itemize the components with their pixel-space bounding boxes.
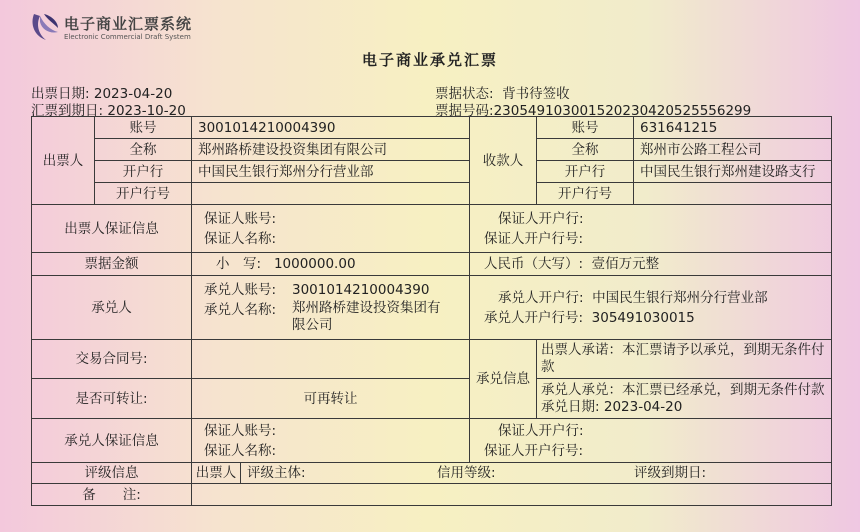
rating-due-label: 评级到期日: [634,465,707,481]
ecds-logo-icon [28,10,62,44]
acceptor-label: 承兑人 [32,276,192,340]
payee-account-value: 631641215 [634,117,832,139]
drawer-guarantee-left [192,205,470,253]
drawer-guarantor-account-label: 保证人账号: [204,210,277,227]
logo-cn-text: 电子商业汇票系统 [64,15,193,33]
rating-label: 评级信息 [32,463,192,484]
acceptor-left [192,276,470,340]
rating-cell [192,463,832,484]
accept-date-row [541,399,827,416]
acceptor-name-label: 承兑人名称: [204,302,277,318]
payee-bank-value: 中国民生银行郑州建设路支行 [634,161,832,183]
acceptance-info-label: 承兑信息 [470,340,537,419]
drawer-guarantor-name-label: 保证人名称: [204,230,277,247]
page-title: 电子商业承兑汇票 [361,51,498,69]
issue-date-value: 2023-04-20 [93,86,173,102]
rating-party: 出票人 [192,463,241,483]
amount-big-label: 人民币（大写）: [484,256,584,272]
transfer-label: 是否可转让: [32,379,192,419]
payee-bank-no-value [634,183,832,205]
accept-date-value: 2023-04-20 [603,398,683,415]
drawer-guarantor-bank-no-label: 保证人开户行号: [484,230,584,247]
acceptor-bank-value: 中国民生银行郑州分行营业部 [592,289,768,306]
drawer-guarantee-label: 出票人保证信息 [32,205,192,253]
logo [28,10,208,50]
drawer-promise: 出票人承诺：本汇票请予以承兑，到期无条件付款 [537,340,832,379]
acceptor-guarantor-bank-no-label: 保证人开户行号: [484,442,584,459]
drawer-guarantor-bank-label: 保证人开户行: [498,210,584,227]
acceptor-account-value: 3001014210004390 [292,282,430,298]
bill-table [31,116,832,506]
acceptor-promise: 承兑人承兑：本汇票已经承兑，到期无条件付款 [541,381,825,398]
acceptor-account-row [204,280,463,300]
acceptor-guarantor-account-label: 保证人账号: [204,422,277,439]
issue-date-label: 出票日期: [31,86,90,102]
payee-account-label: 账号 [537,117,634,139]
acceptor-bank-row [484,288,825,308]
transfer-value: 可再转让 [192,379,470,419]
acceptor-bank-no-value: 305491030015 [591,309,695,326]
drawer-bank-no-value [192,183,470,205]
drawer-bank-label: 开户行 [95,161,192,183]
acceptor-name-value: 郑州路桥建设投资集团有限公司 [292,300,441,333]
acceptor-account-label: 承兑人账号: [204,282,277,298]
contract-label: 交易合同号: [32,340,192,379]
payee-name-label: 全称 [537,139,634,161]
payee-header: 收款人 [470,117,537,205]
amount-small-label: 小 写: [216,256,262,272]
acceptor-guarantor-name-label: 保证人名称: [204,442,277,459]
drawer-name-label: 全称 [95,139,192,161]
acceptor-bank-no-row [484,308,825,328]
drawer-guarantee-right [470,205,832,253]
acceptor-right [470,276,832,340]
payee-bank-no-label: 开户行号 [537,183,634,205]
drawer-account-value: 3001014210004390 [192,117,470,139]
acceptor-guarantee-right [470,419,832,463]
payee-name-value: 郑州市公路工程公司 [634,139,832,161]
drawer-account-label: 账号 [95,117,192,139]
due-date-label: 汇票到期日: [31,103,104,119]
bill-status-label: 票据状态: [435,86,494,102]
bill-number-value: 230549103001520230420525556299 [493,103,752,119]
payee-bank-label: 开户行 [537,161,634,183]
amount-small [192,253,470,276]
acceptor-promise-cell [537,379,832,419]
amount-big-value: 壹佰万元整 [591,256,660,272]
acceptor-bank-label: 承兑人开户行: [498,289,584,306]
accept-date-label: 承兑日期: [541,398,600,415]
drawer-name-value: 郑州路桥建设投资集团有限公司 [192,139,470,161]
drawer-bank-no-label: 开户行号 [95,183,192,205]
acceptor-guarantor-bank-label: 保证人开户行: [498,422,584,439]
acceptor-name-row [204,300,463,334]
rating-subject-label: 评级主体: [247,465,306,481]
amount-label: 票据金额 [32,253,192,276]
bill-status-value: 背书待签收 [502,86,570,102]
remark-value [192,484,832,506]
amount-small-value: 1000000.00 [273,256,356,272]
amount-big [470,253,832,276]
drawer-header: 出票人 [32,117,95,205]
acceptor-bank-no-label: 承兑人开户行号: [484,309,584,326]
bill-number-label: 票据号码: [435,103,494,119]
drawer-bank-value: 中国民生银行郑州分行营业部 [192,161,470,183]
rating-row [192,463,831,483]
logo-en-text: Electronic Commercial Draft System [64,33,191,41]
contract-value [192,340,470,379]
due-date-value: 2023-10-20 [107,103,186,119]
acceptor-guarantee-label: 承兑人保证信息 [32,419,192,463]
rating-grade-label: 信用等级: [437,465,496,481]
remark-label: 备 注: [32,484,192,506]
acceptor-guarantee-left [192,419,470,463]
